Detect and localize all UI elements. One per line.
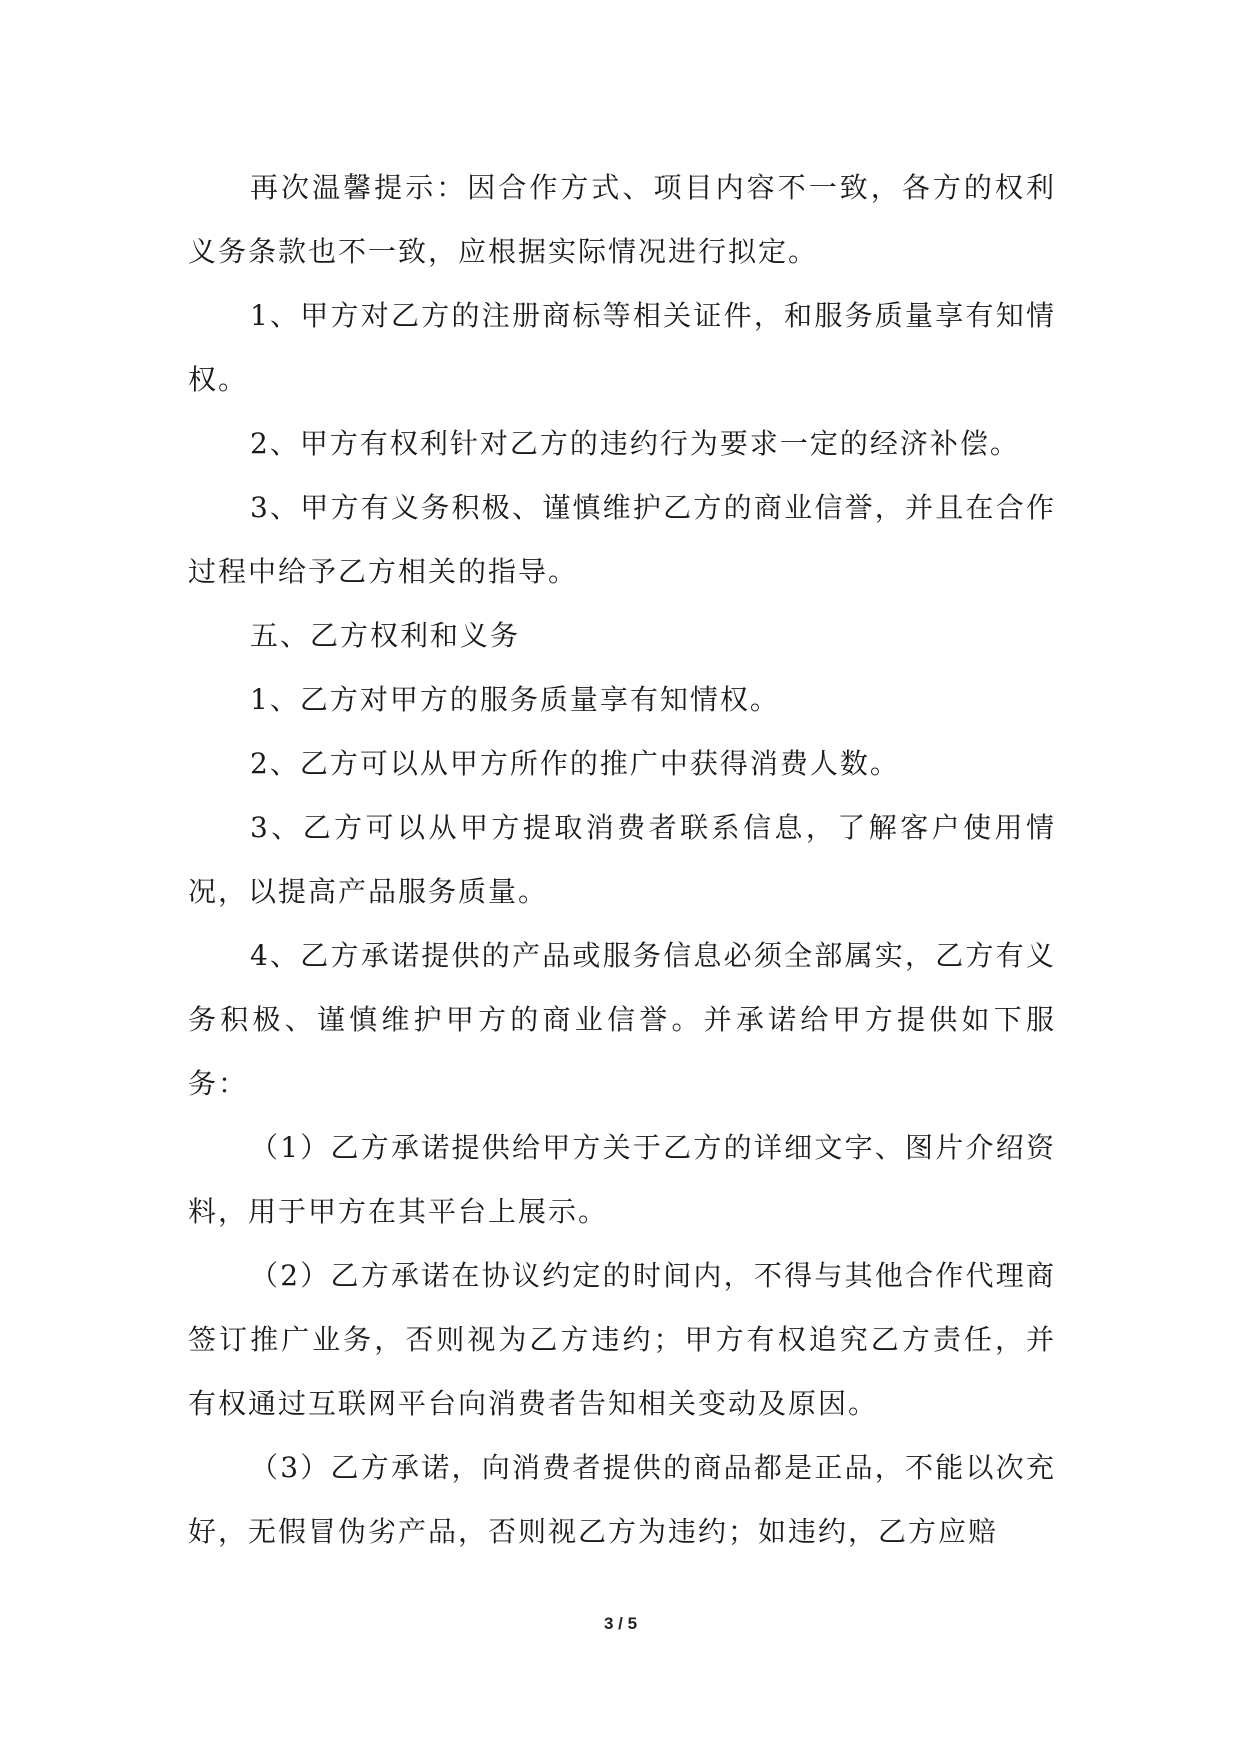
party-b-clause-3: 3、乙方可以从甲方提取消费者联系信息，了解客户使用情况，以提高产品服务质量。 <box>188 811 1056 908</box>
party-b-subclause-3: （3）乙方承诺，向消费者提供的商品都是正品，不能以次充好，无假冒伪劣产品，否则视乙方为违约；如违约，乙方应赔 <box>188 1451 1056 1548</box>
party-b-subclause-1: （1）乙方承诺提供给甲方关于乙方的详细文字、图片介绍资料，用于甲方在其平台上展示。 <box>188 1131 1056 1228</box>
party-b-clause-1: 1、乙方对甲方的服务质量享有知情权。 <box>250 683 780 716</box>
document-body <box>188 156 1056 1564</box>
party-a-clause-2: 2、甲方有权利针对乙方的违约行为要求一定的经济补偿。 <box>250 427 1020 460</box>
page-number: 3 / 5 <box>603 1614 638 1633</box>
party-b-subclause-2: （2）乙方承诺在协议约定的时间内，不得与其他合作代理商签订推广业务，否则视为乙方违约；甲方有权追究乙方责任，并有权通过互联网平台向消费者告知相关变动及原因。 <box>188 1259 1056 1420</box>
section-heading-party-b: 五、乙方权利和义务 <box>250 619 521 652</box>
reminder-paragraph: 再次温馨提示：因合作方式、项目内容不一致，各方的权利义务条款也不一致，应根据实际情况进行拟定。 <box>188 171 1056 268</box>
party-b-clause-4: 4、乙方承诺提供的产品或服务信息必须全部属实，乙方有义务积极、谨慎维护甲方的商业信誉。并承诺给甲方提供如下服务： <box>188 939 1056 1100</box>
party-b-clause-2: 2、乙方可以从甲方所作的推广中获得消费人数。 <box>250 747 900 780</box>
party-a-clause-1: 1、甲方对乙方的注册商标等相关证件，和服务质量享有知情权。 <box>188 299 1056 396</box>
party-a-clause-3: 3、甲方有义务积极、谨慎维护乙方的商业信誉，并且在合作过程中给予乙方相关的指导。 <box>188 491 1056 588</box>
